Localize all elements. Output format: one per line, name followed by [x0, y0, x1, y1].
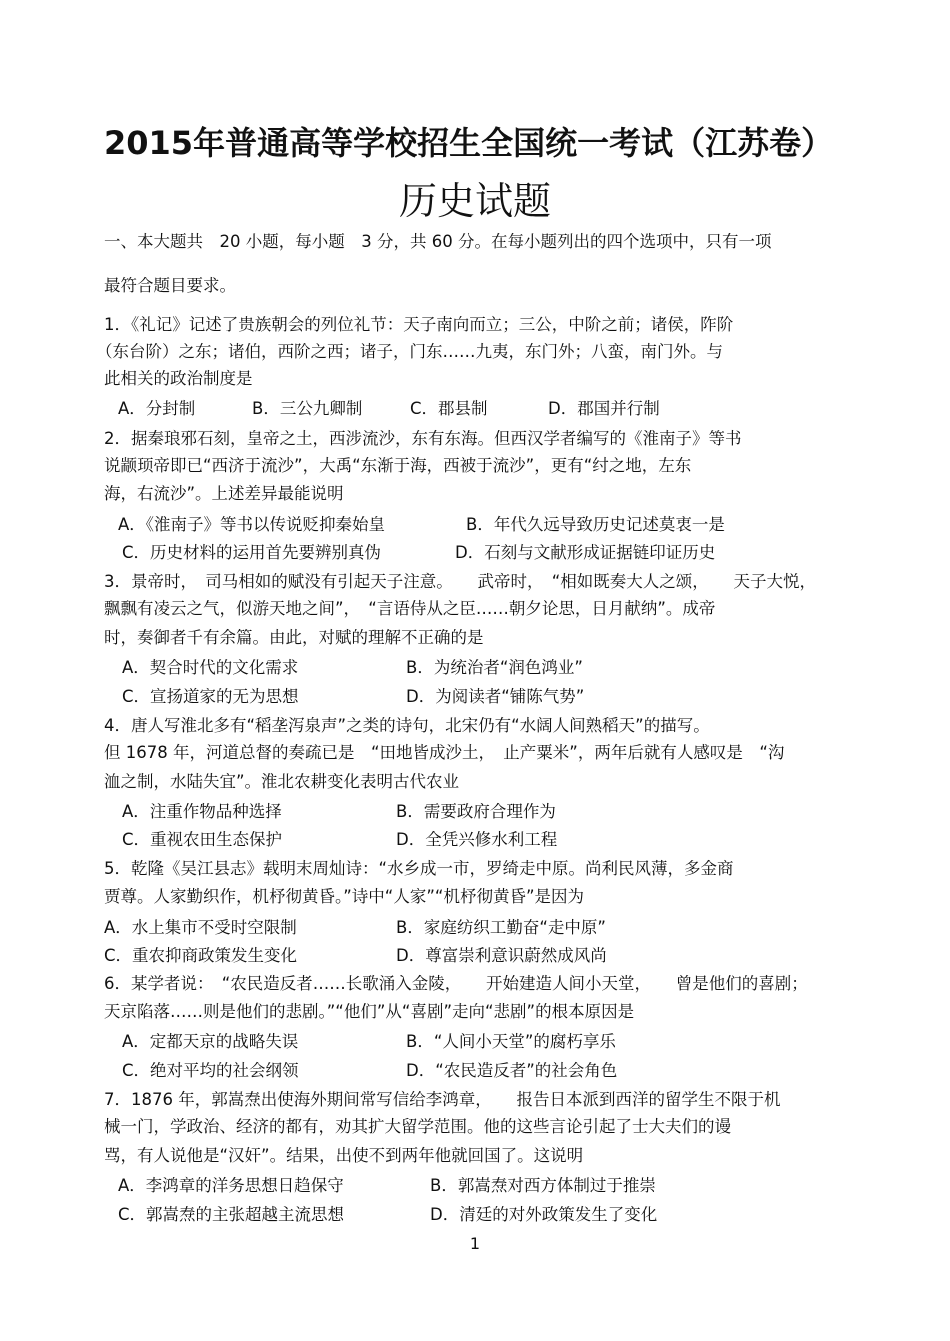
question-4-option-c[interactable]: C．重视农田生态保护: [122, 830, 283, 849]
question-5-option-d[interactable]: D．尊富崇利意识蔚然成风尚: [396, 946, 607, 965]
exam-title: 2015年普通高等学校招生全国统一考试（江苏卷）: [104, 124, 834, 162]
question-4-line: 4．唐人写淮北多有“稻垄泻泉声”之类的诗句，北宋仍有“水阔人间熟稻天”的描写。: [104, 716, 710, 735]
instruction-line: 最符合题目要求。: [104, 276, 236, 295]
question-7-option-a[interactable]: A．李鸿章的洋务思想日趋保守: [118, 1176, 344, 1195]
question-7-line: 械一门，学政治、经济的都有，劝其扩大留学范围。他的这些言论引起了士大夫们的谩: [104, 1117, 731, 1136]
question-4-line: 但 1678 年，河道总督的奏疏已是 “田地皆成沙土， 止产粟米”，两年后就有人感叹是 “沟: [104, 743, 785, 762]
question-2-option-b[interactable]: B．年代久远导致历史记述莫衷一是: [466, 515, 725, 534]
question-6-line: 6．某学者说： “农民造反者……长歌涌入金陵， 开始建造人间小天堂， 曾是他们的喜剧；: [104, 974, 808, 993]
question-7-option-d[interactable]: D．清廷的对外政策发生了变化: [430, 1205, 658, 1224]
question-6-option-b[interactable]: B．“人间小天堂”的腐朽享乐: [406, 1032, 616, 1051]
question-2-line: 说颛顼帝即已“西济于流沙”，大禹“东渐于海，西被于流沙”，更有“纣之地，左东: [104, 456, 692, 475]
question-3-option-b[interactable]: B．为统治者“润色鸿业”: [406, 658, 583, 677]
question-6-line: 天京陷落……则是他们的悲剧。”“他们”从“喜剧”走向“悲剧”的根本原因是: [104, 1002, 635, 1021]
question-5-option-a[interactable]: A．水上集市不受时空限制: [104, 918, 297, 937]
question-1-option-a[interactable]: A．分封制: [118, 399, 196, 418]
question-3-line: 飘飘有凌云之气，似游天地之间”， “言语侍从之臣……朝夕论思，日月献纳”。成帝: [104, 599, 716, 618]
question-1-option-b[interactable]: B．三公九卿制: [252, 399, 363, 418]
question-1-line: 1．《礼记》记述了贵族朝会的列位礼节：天子南向而立；三公，中阶之前；诸侯，阼阶: [104, 315, 734, 334]
question-4-line: 洫之制，水陆失宜”。淮北农耕变化表明古代农业: [104, 772, 460, 791]
question-3-line: 时，奏御者千有余篇。由此，对赋的理解不正确的是: [104, 628, 484, 647]
question-1-option-c[interactable]: C．郡县制: [410, 399, 488, 418]
question-7-line: 骂，有人说他是“汉奸”。结果，出使不到两年他就回国了。这说明: [104, 1146, 584, 1165]
question-7-option-b[interactable]: B．郭嵩焘对西方体制过于推崇: [430, 1176, 656, 1195]
question-3-line: 3．景帝时， 司马相如的赋没有引起天子注意。 武帝时， “相如既奏大人之颂， 天子大悦，: [104, 572, 817, 591]
question-4-option-d[interactable]: D．全凭兴修水利工程: [396, 830, 558, 849]
question-2-option-a[interactable]: A．《淮南子》等书以传说贬抑秦始皇: [118, 515, 386, 534]
page-number: 1: [469, 1234, 481, 1253]
question-2-line: 2．据秦琅邪石刻，皇帝之土，西涉流沙，东有东海。但西汉学者编写的《淮南子》等书: [104, 429, 742, 448]
question-1-line: 此相关的政治制度是: [104, 369, 253, 388]
question-5-option-b[interactable]: B．家庭纺织工勤奋“走中原”: [396, 918, 606, 937]
question-1-option-d[interactable]: D．郡国并行制: [548, 399, 660, 418]
question-3-option-c[interactable]: C．宣扬道家的无为思想: [122, 687, 299, 706]
question-7-option-c[interactable]: C．郭嵩焘的主张超越主流思想: [118, 1205, 345, 1224]
question-6-option-a[interactable]: A．定都天京的战略失误: [122, 1032, 299, 1051]
question-5-line: 5．乾隆《吴江县志》载明末周灿诗：“水乡成一市，罗绮走中原。尚利民风薄，多金商: [104, 859, 734, 878]
question-1-line: （东台阶）之东；诸伯，西阶之西；诸子，门东……九夷，东门外；八蛮，南门外。与: [96, 342, 723, 361]
question-5-option-c[interactable]: C．重农抑商政策发生变化: [104, 946, 298, 965]
question-3-option-d[interactable]: D．为阅读者“铺陈气势”: [406, 687, 585, 706]
question-7-line: 7．1876 年，郭嵩焘出使海外期间常写信给李鸿章， 报告日本派到西洋的留学生不限于机: [104, 1090, 781, 1109]
question-4-option-b[interactable]: B．需要政府合理作为: [396, 802, 556, 821]
question-6-option-d[interactable]: D．“农民造反者”的社会角色: [406, 1061, 618, 1080]
question-5-line: 贾尊。人家勤织作，机杼彻黄昏。”诗中“人家”“机杼彻黄昏”是因为: [104, 887, 584, 906]
question-2-option-c[interactable]: C．历史材料的运用首先要辨别真伪: [122, 543, 382, 562]
question-2-line: 海，右流沙”。上述差异最能说明: [104, 484, 344, 503]
exam-subtitle: 历史试题: [398, 179, 551, 223]
question-3-option-a[interactable]: A．契合时代的文化需求: [122, 658, 299, 677]
question-4-option-a[interactable]: A．注重作物品种选择: [122, 802, 282, 821]
instruction-line: 一、本大题共 20 小题，每小题 3 分，共 60 分。在每小题列出的四个选项中，只有一项: [104, 232, 772, 251]
question-2-option-d[interactable]: D．石刻与文献形成证据链印证历史: [455, 543, 716, 562]
question-6-option-c[interactable]: C．绝对平均的社会纲领: [122, 1061, 299, 1080]
